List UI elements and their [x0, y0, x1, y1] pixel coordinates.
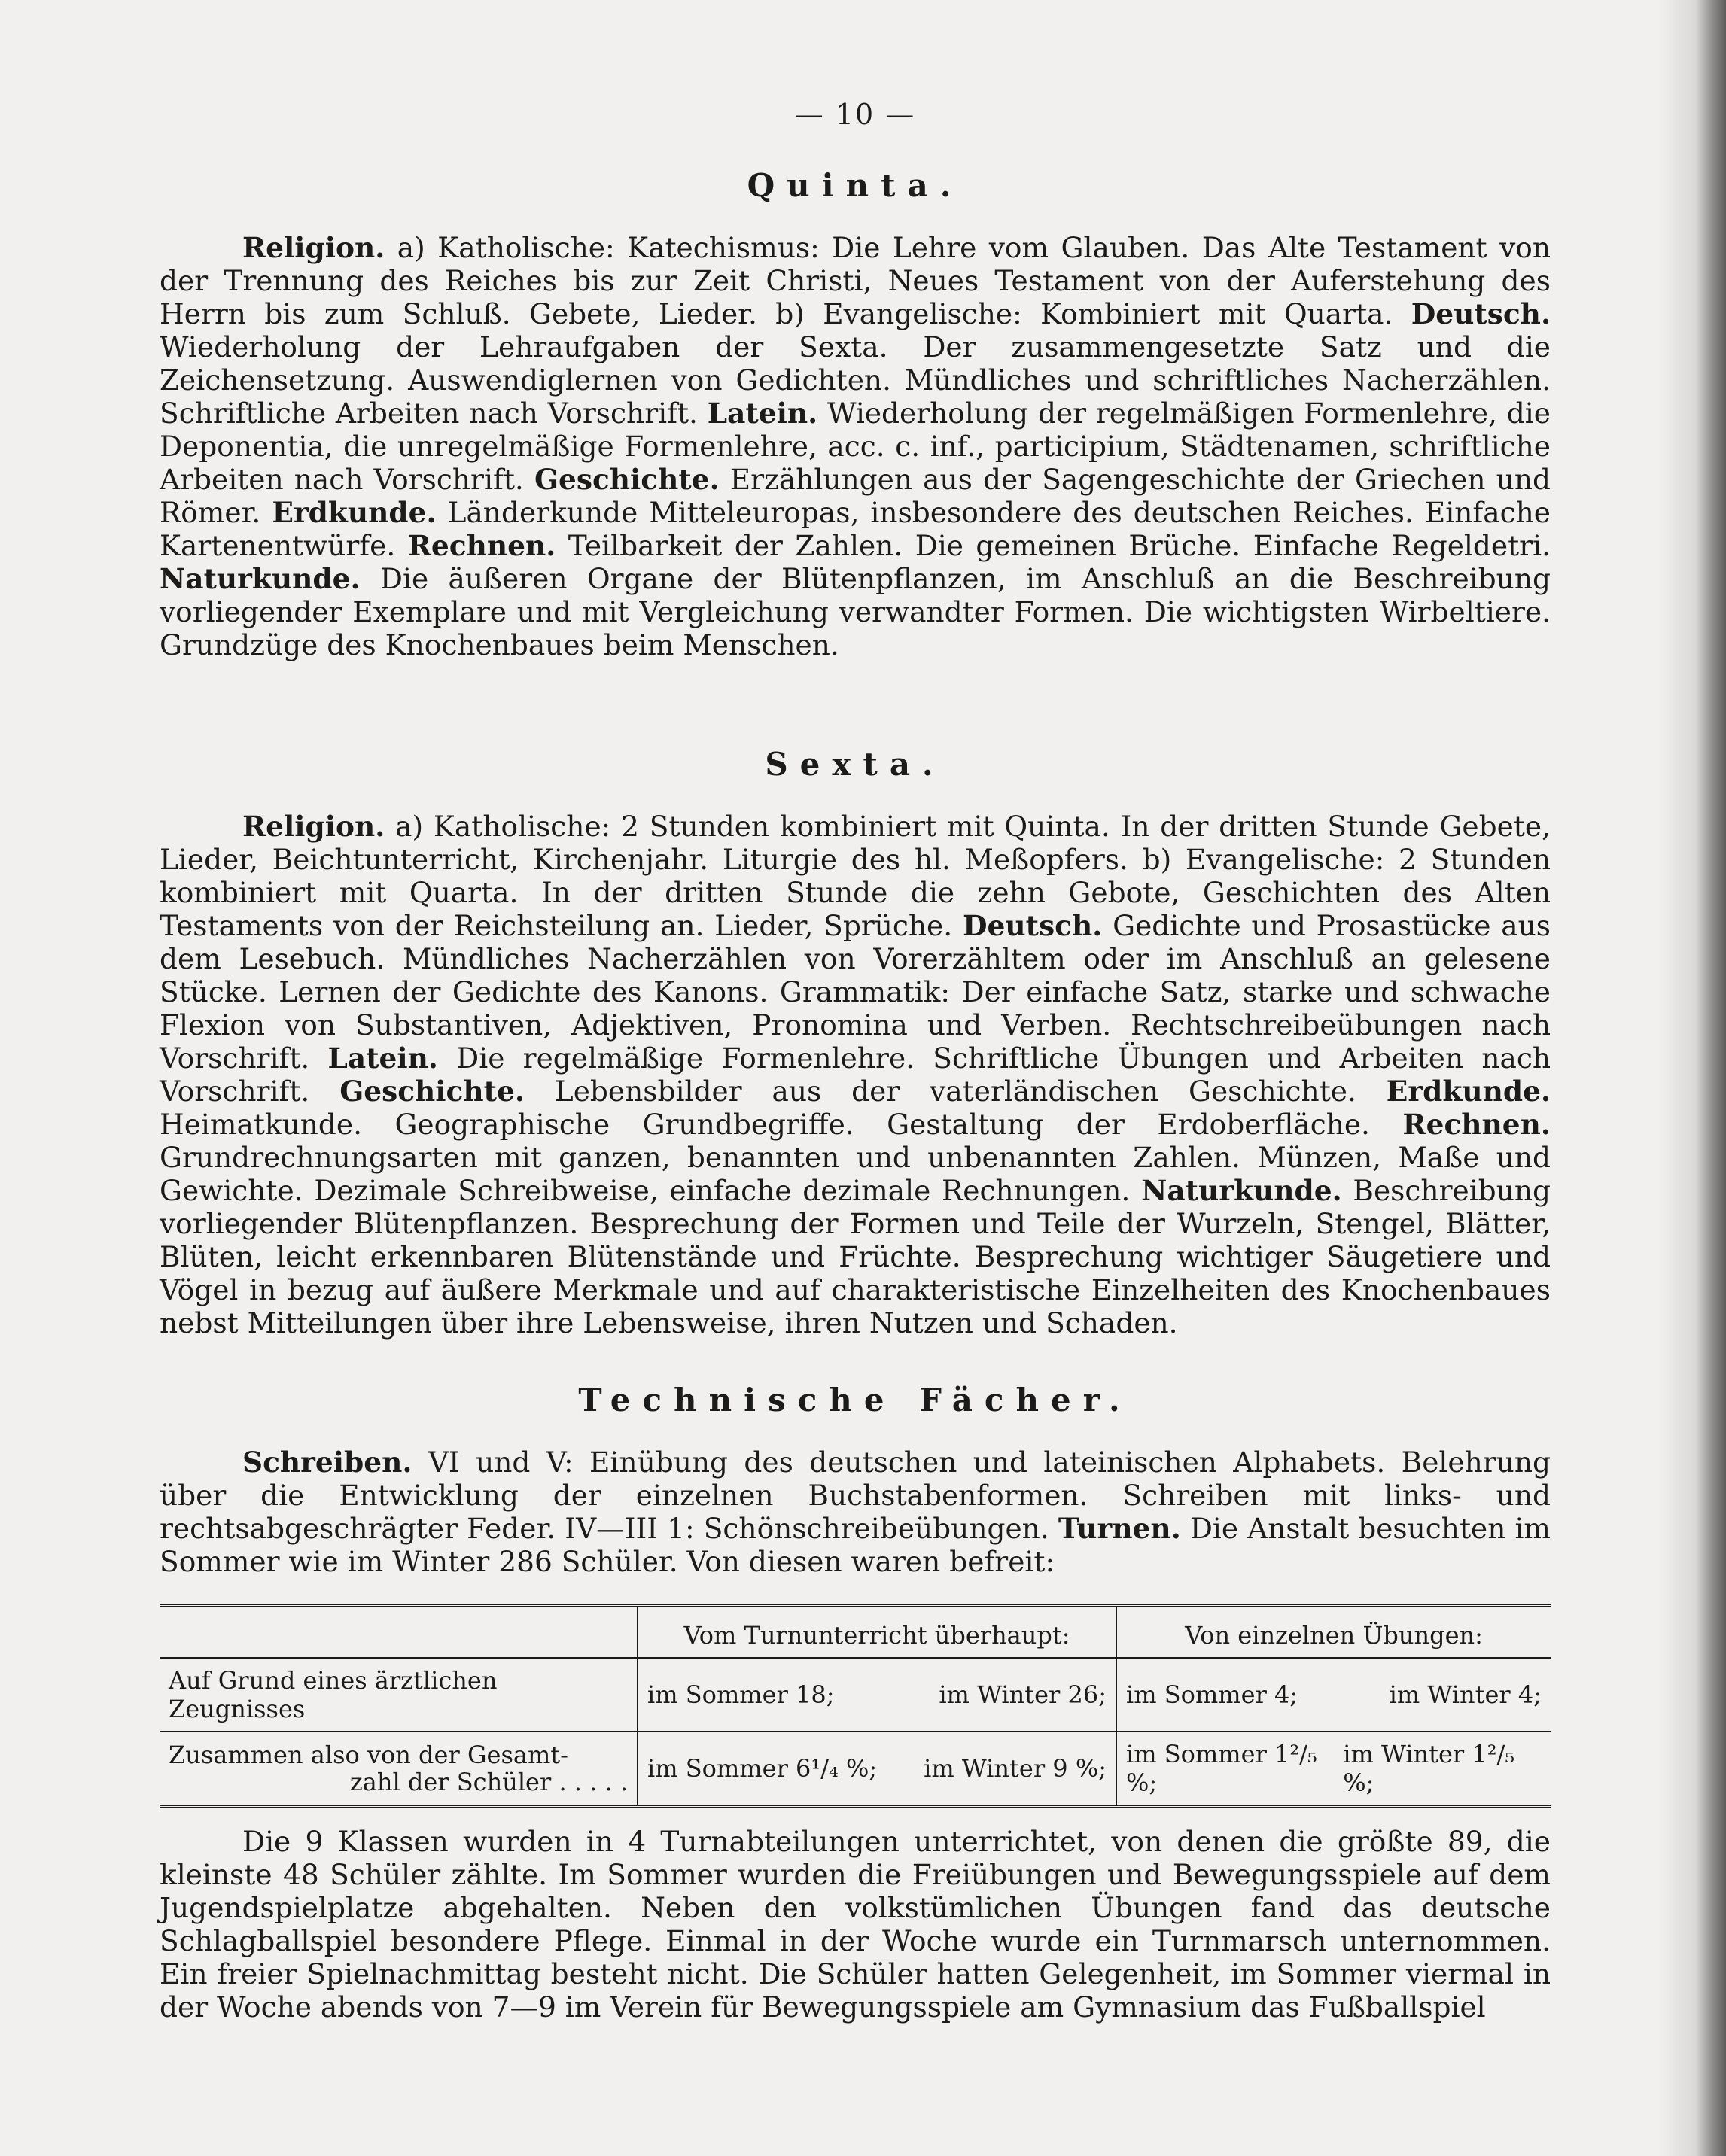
- cell-winter: im Winter 9 %;: [924, 1754, 1107, 1783]
- table-header-individual: Von einzelnen Übungen:: [1116, 1606, 1551, 1659]
- subject-label: Latein.: [707, 397, 818, 430]
- spacer: [160, 661, 1551, 746]
- table-cell: [638, 1732, 1116, 1807]
- subject-label: Naturkunde.: [160, 562, 361, 595]
- table-cell: [638, 1658, 1116, 1732]
- spacer: [160, 1340, 1551, 1382]
- table-cell: [1116, 1732, 1551, 1807]
- subject-label: Geschichte.: [339, 1075, 525, 1108]
- subject-label: Deutsch.: [1411, 297, 1551, 330]
- table-header-empty: [160, 1606, 638, 1659]
- subject-label: Rechnen.: [407, 529, 556, 562]
- row-label-line: zahl der Schüler . . . . .: [349, 1768, 628, 1796]
- subject-text: a) Katholische: Katechismus: Die Lehre vom Glauben. Das Alte Testament von der Trennung des Reiches bis zur Zeit Christi, Neues Testament von der Auferstehung des Herrn bis zum Schluß. Gebete, Lieder. b) Evangelische: Kombiniert mit Quarta.: [160, 231, 1551, 330]
- page-number: — 10 —: [794, 98, 916, 131]
- section-title-quinta: Quinta.: [747, 167, 963, 204]
- cell-summer: im Sommer 1²/₅ %;: [1126, 1740, 1317, 1797]
- subject-label: Naturkunde.: [1141, 1174, 1342, 1207]
- cell-summer: im Sommer 4;: [1126, 1680, 1298, 1709]
- subject-label: Deutsch.: [963, 909, 1103, 942]
- table-row: [160, 1658, 1551, 1732]
- exemption-table: [160, 1604, 1551, 1808]
- cell-winter: im Winter 4;: [1389, 1680, 1542, 1709]
- subject-label: Schreiben.: [242, 1446, 412, 1479]
- subject-text: Wiederholung der regelmäßigen Formenlehre, die Deponentia, die unregelmäßige Formenlehre, acc. c. inf., participium, Städtenamen, schriftliche Arbeiten nach Vorschrift.: [160, 397, 1551, 496]
- cell-summer: im Sommer 18;: [647, 1680, 835, 1709]
- quinta-paragraph: [160, 231, 1551, 661]
- subject-label: Turnen.: [1058, 1512, 1181, 1545]
- table-header-row: [160, 1606, 1551, 1659]
- section-title-sexta: Sexta.: [765, 746, 945, 783]
- table-header-general: Vom Turnunterricht überhaupt:: [638, 1606, 1116, 1659]
- subject-label: Geschichte.: [534, 463, 720, 496]
- row-label-line: Zusammen also von der Gesamt-: [169, 1741, 568, 1769]
- subject-label: Erdkunde.: [1386, 1075, 1551, 1108]
- cell-winter: im Winter 26;: [939, 1680, 1107, 1709]
- page-content: [160, 98, 1551, 2024]
- subject-label: Latein.: [327, 1042, 438, 1075]
- technische-paragraph: [160, 1446, 1551, 1578]
- subject-text: Beschreibung vorliegender Blütenpflanzen. Besprechung der Formen und Teile der Wurzeln, Stengel, Blätter, Blüten, leicht erkennbaren Blütenstände und Früchte. Besprechung wichtiger Säugetiere und Vögel in bezug auf äußere Merkmale und auf charakteristische Einzelheiten des Knochenbaues nebst Mitteilungen über ihre Lebensweise, ihren Nutzen und Schaden.: [160, 1174, 1551, 1340]
- subject-text: Die regelmäßige Formenlehre. Schriftliche Übungen und Arbeiten nach Vorschrift.: [160, 1042, 1551, 1108]
- cell-winter: im Winter 1²/₅ %;: [1343, 1740, 1515, 1797]
- subject-text: VI und V: Einübung des deutschen und lateinischen Alphabets. Belehrung über die Entwicklung der einzelnen Buchstabenformen. Schreiben mit links- und rechtsabgeschrägter Feder. IV—III 1: Schönschreibeübungen.: [160, 1446, 1551, 1545]
- subject-text: Erzählungen aus der Sagengeschichte der Griechen und Römer.: [160, 463, 1551, 529]
- table-row-label: Auf Grund eines ärztlichen Zeugnisses: [160, 1658, 638, 1732]
- page-edge-shadow: [1658, 0, 1726, 2156]
- section-title-technische-faecher: Technische Fächer.: [578, 1382, 1132, 1419]
- table-row: [160, 1732, 1551, 1807]
- subject-label: Religion.: [242, 231, 385, 264]
- subject-text: Grundrechnungsarten mit ganzen, benannten und unbenannten Zahlen. Münzen, Maße und Gewichte. Dezimale Schreibweise, einfache dezimale Rechnungen.: [160, 1141, 1551, 1207]
- subject-text: a) Katholische: 2 Stunden kombiniert mit Quinta. In der dritten Stunde Gebete, Lieder, Beichtunterricht, Kirchenjahr. Liturgie des hl. Meßopfers. b) Evangelische: 2 Stunden kombiniert mit Quarta. In der dritten Stunde die zehn Gebote, Geschichten des Alten Testaments von der Reichsteilung an. Lieder, Sprüche.: [160, 810, 1551, 942]
- subject-text: Länderkunde Mitteleuropas, insbesondere des deutschen Reiches. Einfache Kartenentwürfe.: [160, 496, 1551, 562]
- cell-summer: im Sommer 6¹/₄ %;: [647, 1754, 878, 1783]
- subject-label: Erdkunde.: [272, 496, 437, 529]
- subject-text: Teilbarkeit der Zahlen. Die gemeinen Brüche. Einfache Regeldetri.: [556, 529, 1551, 562]
- table-row-label: [160, 1732, 638, 1807]
- subject-text: Die Anstalt besuchten im Sommer wie im Winter 286 Schüler. Von diesen waren befreit:: [160, 1512, 1551, 1578]
- sexta-paragraph: [160, 810, 1551, 1340]
- subject-text: Die äußeren Organe der Blütenpflanzen, im Anschluß an die Beschreibung vorliegender Exemplare und mit Vergleichung verwandter Formen. Die wichtigsten Wirbeltiere. Grundzüge des Knochenbaues beim Menschen.: [160, 562, 1551, 661]
- subject-text: Wiederholung der Lehraufgaben der Sexta. Der zusammengesetzte Satz und die Zeichensetzung. Auswendiglernen von Gedichten. Mündliches und schriftliches Nacherzählen. Schriftliche Arbeiten nach Vorschrift.: [160, 330, 1551, 430]
- table-cell: [1116, 1658, 1551, 1732]
- subject-text: Lebensbilder aus der vaterländischen Geschichte.: [524, 1075, 1387, 1108]
- subject-label: Religion.: [242, 810, 385, 843]
- subject-label: Rechnen.: [1402, 1108, 1551, 1141]
- subject-text: Gedichte und Prosastücke aus dem Lesebuch. Mündliches Nacherzählen von Vorerzähltem oder im Anschluß an gelesene Stücke. Lernen der Gedichte des Kanons. Grammatik: Der einfache Satz, starke und schwache Flexion von Substantiven, Adjektiven, Pronomina und Verben. Rechtschreibeübungen nach Vorschrift.: [160, 909, 1551, 1075]
- subject-text: Heimatkunde. Geographische Grundbegriffe. Gestaltung der Erdoberfläche.: [160, 1108, 1403, 1141]
- turnen-paragraph: Die 9 Klassen wurden in 4 Turnabteilungen unterrichtet, von denen die größte 89, die kleinste 48 Schüler zählte. Im Sommer wurden die Freiübungen und Bewegungsspiele auf dem Jugendspielplatze abgehalten. Neben den volkstümlichen Übungen fand das deutsche Schlagballspiel besondere Pflege. Einmal in der Woche wurde ein Turnmarsch unternommen. Ein freier Spielnachmittag besteht nicht. Die Schüler hatten Gelegenheit, im Sommer viermal in der Woche abends von 7—9 im Verein für Bewegungsspiele am Gymnasium das Fußballspiel: [160, 1825, 1551, 2024]
